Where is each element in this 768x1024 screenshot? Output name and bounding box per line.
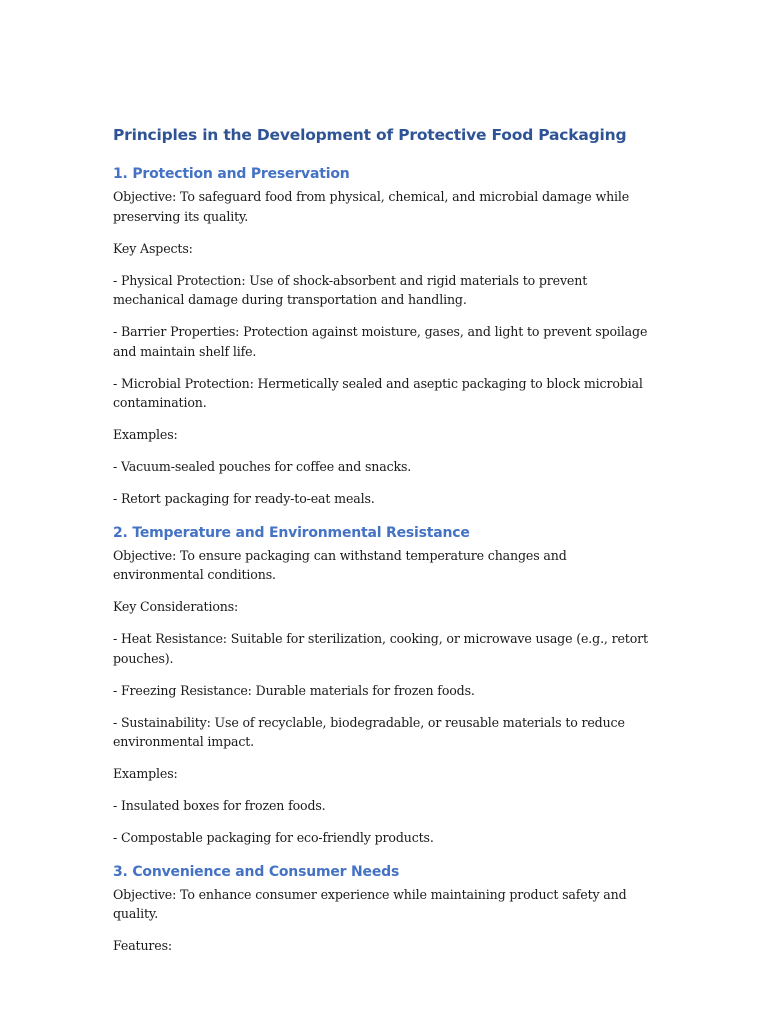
objective-paragraph: Objective: To safeguard food from physical, chemical, and microbial damage while preserving its quality. bbox=[113, 189, 630, 224]
list-item: - Retort packaging for ready-to-eat meals. bbox=[113, 491, 375, 506]
section-convenience-consumer bbox=[113, 862, 658, 956]
document-title: Principles in the Development of Protective Food Packaging bbox=[113, 126, 627, 144]
section-temperature-environmental bbox=[113, 523, 658, 848]
list-item: - Microbial Protection: Hermetically sealed and aseptic packaging to block microbial contamination. bbox=[113, 375, 643, 410]
section-heading: 3. Convenience and Consumer Needs bbox=[113, 863, 400, 880]
list-item: - Freezing Resistance: Durable materials for frozen foods. bbox=[113, 682, 475, 698]
list-item: - Sustainability: Use of recyclable, biodegradable, or reusable materials to reduce environmental impact. bbox=[113, 714, 625, 749]
document-page bbox=[113, 124, 658, 968]
list-item: - Vacuum-sealed pouches for coffee and snacks. bbox=[113, 459, 412, 474]
features-label: Features: bbox=[113, 938, 173, 953]
objective-paragraph: Objective: To enhance consumer experience while maintaining product safety and quality. bbox=[113, 886, 627, 921]
list-item: - Heat Resistance: Suitable for sterilization, cooking, or microwave usage (e.g., retort pouches). bbox=[113, 631, 648, 666]
key-aspects-label: Key Aspects: bbox=[113, 240, 193, 256]
list-item: - Physical Protection: Use of shock-absorbent and rigid materials to prevent mechanical damage during transportation and handling. bbox=[113, 272, 588, 307]
key-considerations-label: Key Considerations: bbox=[113, 599, 239, 614]
section-heading: 2. Temperature and Environmental Resistance bbox=[113, 524, 470, 541]
section-heading: 1. Protection and Preservation bbox=[113, 166, 350, 182]
examples-label: Examples: bbox=[113, 427, 178, 442]
list-item: - Insulated boxes for frozen foods. bbox=[113, 798, 326, 813]
list-item: - Compostable packaging for eco-friendly products. bbox=[113, 830, 434, 845]
list-item: - Barrier Properties: Protection against moisture, gases, and light to prevent spoilage and maintain shelf life. bbox=[113, 324, 648, 359]
objective-paragraph: Objective: To ensure packaging can withstand temperature changes and environmental conditions. bbox=[113, 547, 567, 582]
section-protection-preservation bbox=[113, 164, 658, 509]
examples-label: Examples: bbox=[113, 766, 178, 781]
